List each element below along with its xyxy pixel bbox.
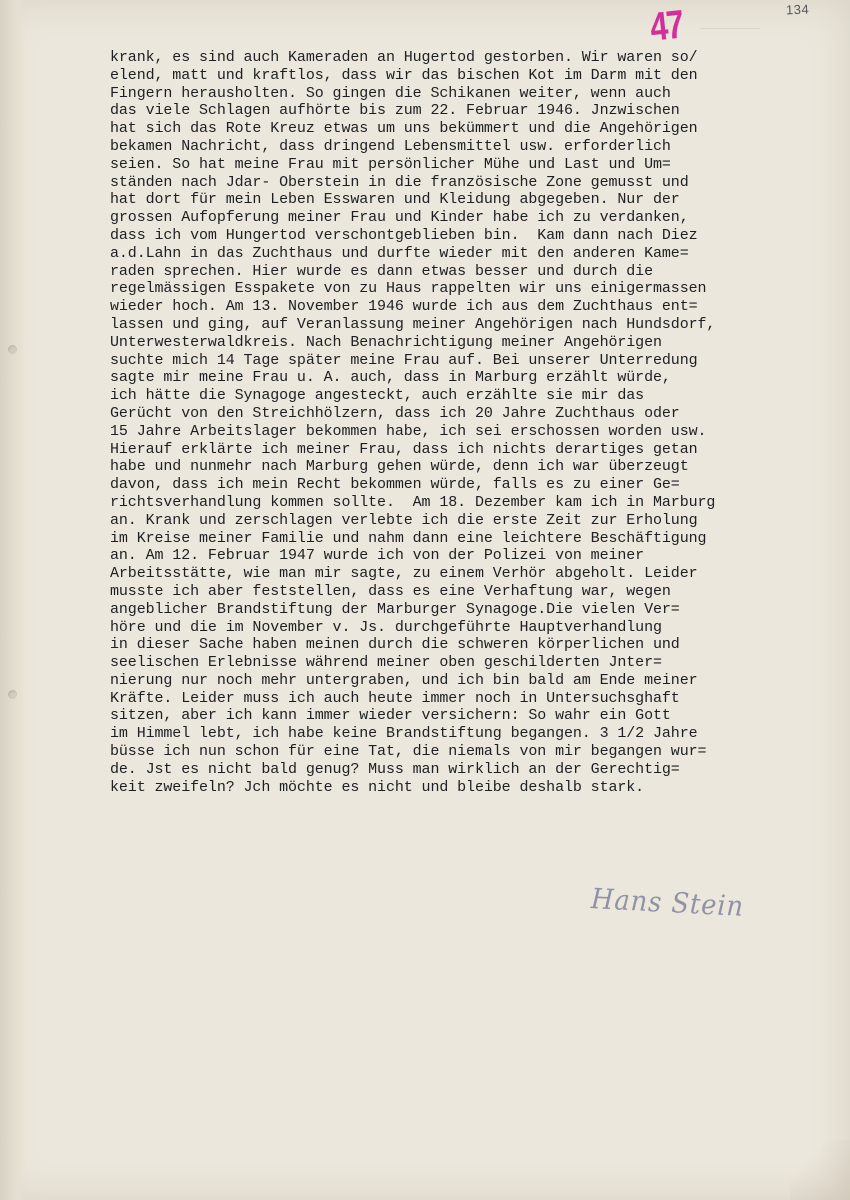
text-line: keit zweifeln? Jch möchte es nicht und bleibe deshalb stark. <box>110 778 645 796</box>
punch-hole-mark <box>8 690 17 699</box>
text-line: angeblicher Brandstiftung der Marburger Synagoge.Die vielen Ver= <box>110 600 680 618</box>
paper-corner-shading <box>790 1140 850 1200</box>
text-line: seelischen Erlebnisse während meiner oben geschilderten Jnter= <box>110 654 662 672</box>
text-line: im Himmel lebt, ich habe keine Brandstiftung begangen. 3 1/2 Jahre <box>110 725 698 743</box>
text-line: höre und die im November v. Js. durchgeführte Hauptverhandlung <box>110 618 662 636</box>
text-line: davon, dass ich mein Recht bekommen würde, falls es zu einer Ge= <box>110 476 680 494</box>
paper-left-edge <box>0 0 26 1200</box>
text-line: krank, es sind auch Kameraden an Hugertod gestorben. Wir waren so/ <box>110 49 698 66</box>
text-line: an. Krank und zerschlagen verlebte ich die erste Zeit zur Erholung <box>110 511 698 529</box>
text-line: Fingern herausholten. So gingen die Schikanen weiter, wenn auch <box>110 84 671 102</box>
text-line: bekamen Nachricht, dass dringend Lebensmittel usw. erforderlich <box>110 137 671 155</box>
text-line: sagte mir meine Frau u. A. auch, dass in Marburg erzählt würde, <box>110 369 671 387</box>
text-line: ständen nach Jdar- Oberstein in die französische Zone gemusst und <box>110 173 689 191</box>
typewritten-body-text <box>110 49 840 796</box>
text-line: nierung nur noch mehr untergraben, und ich bin bald am Ende meiner <box>110 671 698 689</box>
handwritten-folio-number: 47 <box>648 2 685 50</box>
text-line: dass ich vom Hungertod verschontgeblieben bin. Kam dann nach Diez <box>110 226 698 244</box>
text-line: hat dort für mein Leben Esswaren und Kleidung abgegeben. Nur der <box>110 191 680 209</box>
handwritten-signature: Hans Stein <box>590 882 745 923</box>
text-line: grossen Aufopferung meiner Frau und Kinder habe ich zu verdanken, <box>110 209 689 227</box>
text-line: lassen und ging, auf Veranlassung meiner Angehörigen nach Hundsdorf, <box>110 315 716 333</box>
text-line: in dieser Sache haben meinen durch die schweren körperlichen und <box>110 636 680 654</box>
archive-page-number: 134 <box>785 1 810 18</box>
text-line: Unterwesterwaldkreis. Nach Benachrichtigung meiner Angehörigen <box>110 333 662 351</box>
text-line: 15 Jahre Arbeitslager bekommen habe, ich sei erschossen worden usw. <box>110 422 707 440</box>
text-line: seien. So hat meine Frau mit persönlicher Mühe und Last und Um= <box>110 155 671 173</box>
text-line: ich hätte die Synagoge angesteckt, auch erzählte sie mir das <box>110 387 645 405</box>
text-line: Arbeitsstätte, wie man mir sagte, zu einem Verhör abgeholt. Leider <box>110 565 698 583</box>
text-line: habe und nunmehr nach Marburg gehen würde, denn ich war überzeugt <box>110 458 689 476</box>
text-line: a.d.Lahn in das Zuchthaus und durfte wieder mit den anderen Kame= <box>110 244 689 262</box>
faint-pencil-mark <box>700 10 760 29</box>
text-line: wieder hoch. Am 13. November 1946 wurde ich aus dem Zuchthaus ent= <box>110 298 698 316</box>
text-line: suchte mich 14 Tage später meine Frau auf. Bei unserer Unterredung <box>110 351 698 369</box>
text-line: de. Jst es nicht bald genug? Muss man wirklich an der Gerechtig= <box>110 760 680 778</box>
text-line: Kräfte. Leider muss ich auch heute immer noch in Untersuchsghaft <box>110 689 680 707</box>
text-line: büsse ich nun schon für eine Tat, die niemals von mir begangen wur= <box>110 743 707 761</box>
text-line: regelmässigen Esspakete von zu Haus rappelten wir uns einigermassen <box>110 280 707 298</box>
text-line: im Kreise meiner Familie und nahm dann eine leichtere Beschäftigung <box>110 529 707 547</box>
text-line: das viele Schlagen aufhörte bis zum 22. Februar 1946. Jnzwischen <box>110 102 680 120</box>
text-line: musste ich aber feststellen, dass es eine Verhaftung war, wegen <box>110 582 671 600</box>
text-line: elend, matt und kraftlos, dass wir das bischen Kot im Darm mit den <box>110 66 698 84</box>
text-line: raden sprechen. Hier wurde es dann etwas besser und durch die <box>110 262 653 280</box>
text-line: Hierauf erklärte ich meiner Frau, dass ich nichts derartiges getan <box>110 440 698 458</box>
text-line: Gerücht von den Streichhölzern, dass ich 20 Jahre Zuchthaus oder <box>110 404 680 422</box>
punch-hole-mark <box>8 345 17 354</box>
text-line: sitzen, aber ich kann immer wieder versichern: So wahr ein Gott <box>110 707 671 725</box>
text-line: hat sich das Rote Kreuz etwas um uns bekümmert und die Angehörigen <box>110 120 698 138</box>
text-line: an. Am 12. Februar 1947 wurde ich von der Polizei von meiner <box>110 547 645 565</box>
text-line: richtsverhandlung kommen sollte. Am 18. Dezember kam ich in Marburg <box>110 493 716 511</box>
